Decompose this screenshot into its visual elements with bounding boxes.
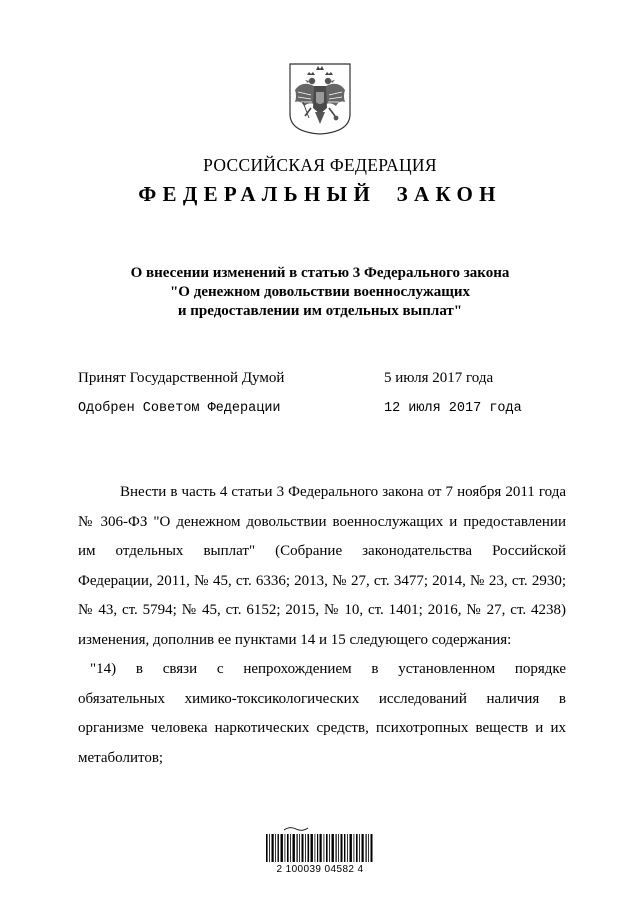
law-title [60, 264, 580, 321]
country-name: РОССИЙСКАЯ ФЕДЕРАЦИЯ [203, 155, 437, 175]
law-title-line: О внесении изменений в статью 3 Федерального закона [130, 265, 510, 281]
law-body [78, 478, 566, 773]
approved-by-council-label: Одобрен Советом Федерации [78, 401, 281, 416]
body-line: № 43, ст. 5794; № 45, ст. 6152; 2015, № 10, ст. 1401; 2016, № 27, ст. 4238) [78, 602, 566, 618]
document-type: ФЕДЕРАЛЬНЫЙ ЗАКОН [138, 182, 502, 206]
body-line: им отдельных выплат" (Собрание законодательства Российской [78, 543, 566, 559]
body-line: № 306-ФЗ "О денежном довольствии военнослужащих и предоставлении [78, 513, 566, 530]
body-line: метаболитов; [78, 749, 164, 766]
adopted-by-duma-date: 5 июля 2017 года [384, 370, 494, 386]
body-line: Внести в часть 4 статьи 3 Федерального закона от 7 ноября 2011 года [120, 484, 566, 500]
body-line: "14) в связи с непрохождением в установленном порядке [90, 661, 566, 677]
body-line: обязательных химико-токсикологических исследований наличия в [78, 690, 566, 707]
barcode-number: 2 100039 04582 4 [276, 864, 364, 875]
approved-by-council-date: 12 июля 2017 года [384, 401, 522, 416]
body-line: Федерации, 2011, № 45, ст. 6336; 2013, № 27, ст. 3477; 2014, № 23, ст. 2930; [78, 572, 566, 589]
body-line: организме человека наркотических средств, психотропных веществ и их [78, 720, 566, 736]
coat-of-arms-icon [287, 62, 353, 136]
law-title-line: "О денежном довольствии военнослужащих [169, 284, 470, 300]
law-title-line: и предоставлении им отдельных выплат" [177, 303, 463, 319]
body-line: изменения, дополнив ее пунктами 14 и 15 следующего содержания: [78, 631, 512, 648]
adopted-by-duma-label: Принят Государственной Думой [78, 370, 285, 386]
